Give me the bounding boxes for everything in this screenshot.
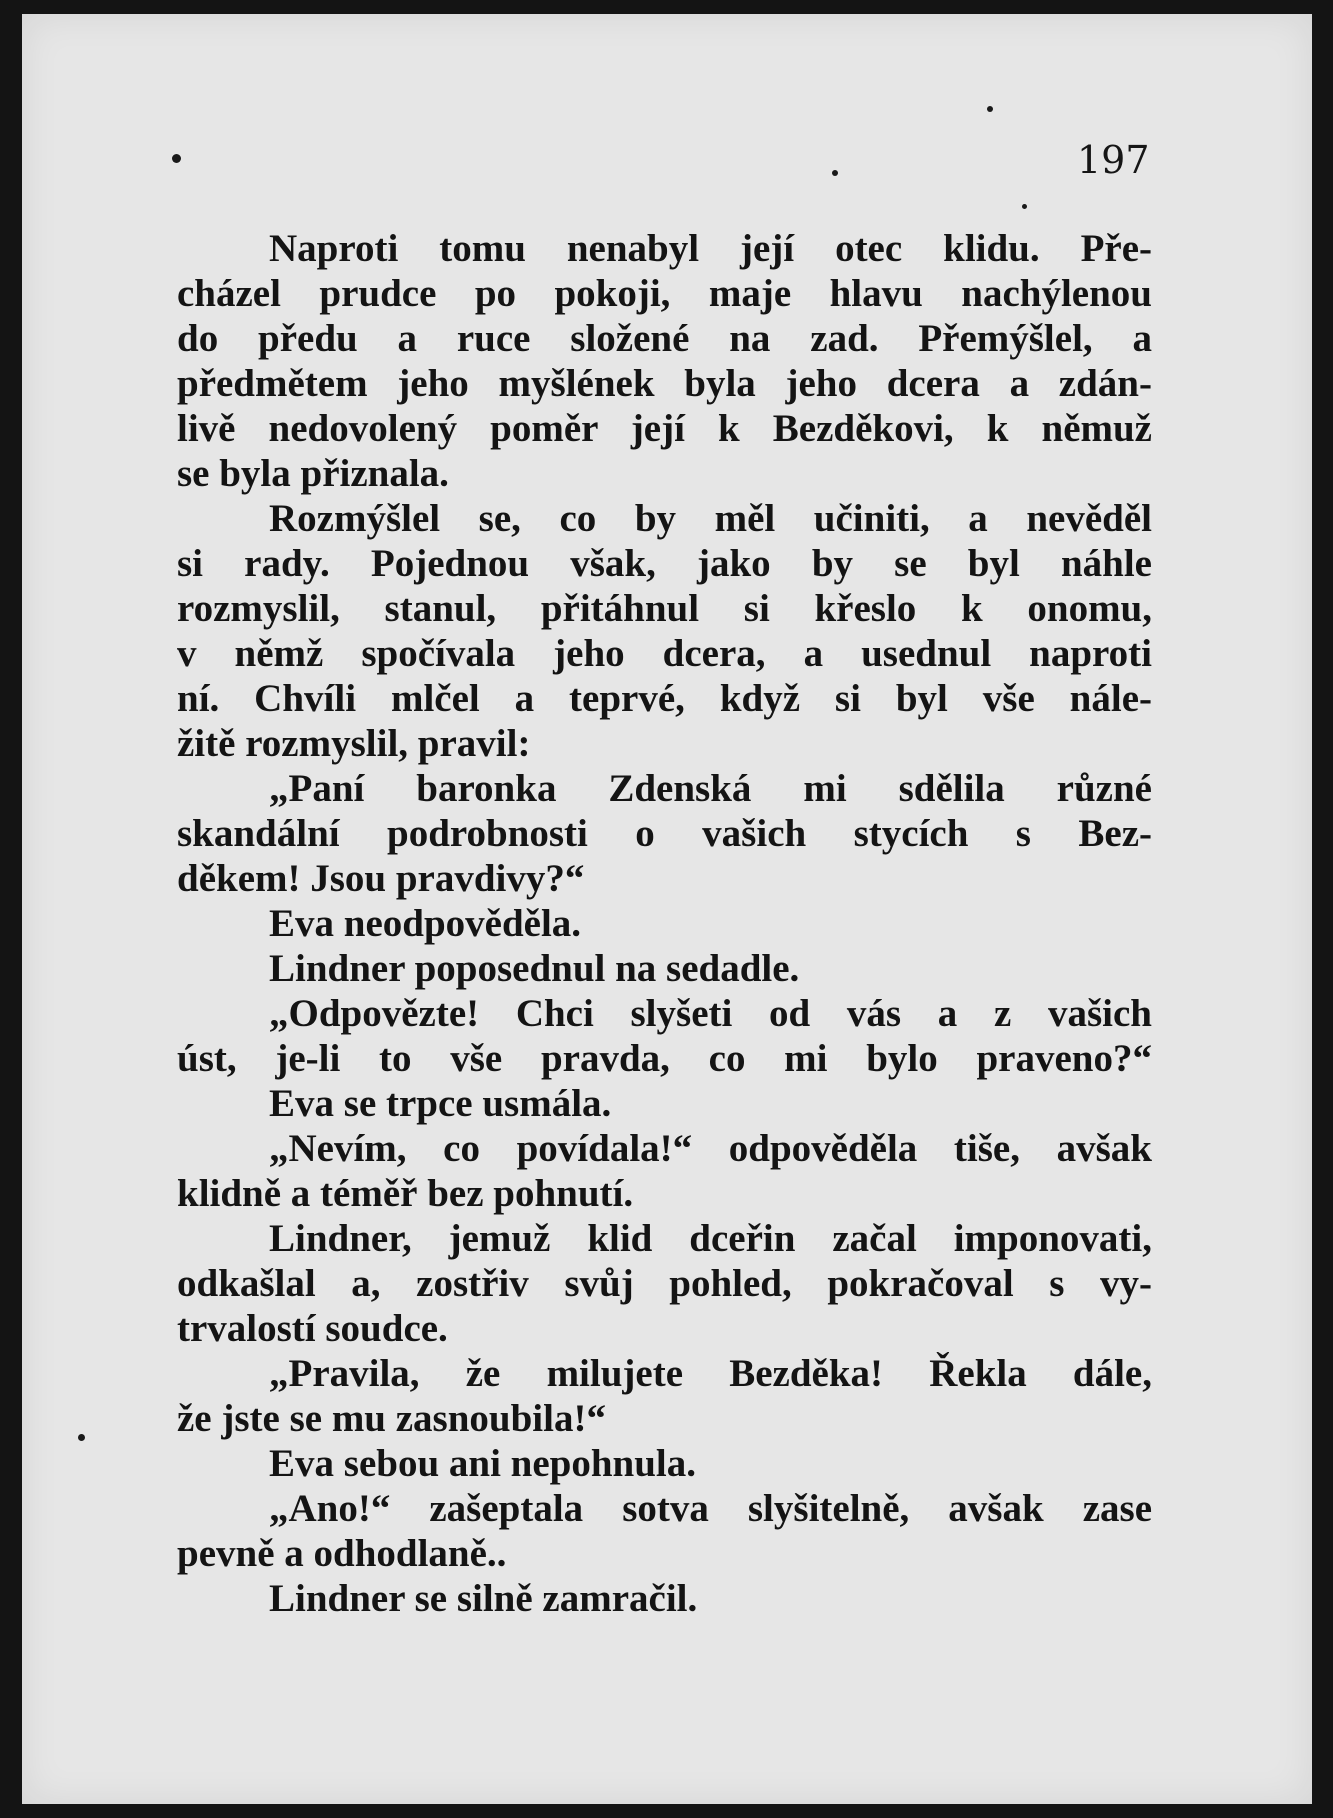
ink-speck <box>78 1434 85 1441</box>
text-line: „Pravila, že milujete Bezděka! Řekla dále, <box>269 1352 1152 1395</box>
ink-speck <box>987 106 993 112</box>
text-line: „Ano!“ zašeptala sotva slyšitelně, avšak zase <box>269 1487 1152 1530</box>
text-line: skandální podrobnosti o vašich stycích s Bez- <box>177 812 1152 855</box>
text-line: Lindner, jemuž klid dceřin začal imponovati, <box>269 1217 1152 1260</box>
text-line: trvalostí soudce. <box>177 1307 448 1350</box>
text-line: Rozmýšlel se, co by měl učiniti, a nevěděl <box>269 497 1152 540</box>
text-line: si rady. Pojednou však, jako by se byl náhle <box>177 542 1152 585</box>
book-page <box>22 14 1312 1804</box>
text-line: Eva se trpce usmála. <box>269 1082 612 1125</box>
text-line: cházel prudce po pokoji, maje hlavu nachýlenou <box>177 272 1152 315</box>
text-line: „Paní baronka Zdenská mi sdělila různé <box>269 767 1152 810</box>
ink-speck <box>832 170 838 176</box>
text-line: ní. Chvíli mlčel a teprvé, když si byl vše nále- <box>177 677 1152 720</box>
text-line: pevně a odhodlaně.. <box>177 1532 507 1575</box>
text-line: úst, je-li to vše pravda, co mi bylo praveno?“ <box>177 1037 1152 1080</box>
text-line: livě nedovolený poměr její k Bezděkovi, k němuž <box>177 407 1152 450</box>
text-line: v němž spočívala jeho dcera, a usednul naproti <box>177 632 1152 675</box>
body-text <box>177 226 1152 1621</box>
text-line: „Odpovězte! Chci slyšeti od vás a z vašich <box>269 992 1152 1035</box>
text-line: rozmyslil, stanul, přitáhnul si křeslo k onomu, <box>177 587 1152 630</box>
text-line: Naproti tomu nenabyl její otec klidu. Pře- <box>269 227 1152 270</box>
ink-speck <box>172 154 181 163</box>
text-line: klidně a téměř bez pohnutí. <box>177 1172 634 1215</box>
text-line: předmětem jeho myšlének byla jeho dcera a zdán- <box>177 362 1152 405</box>
text-line: děkem! Jsou pravdivy?“ <box>177 857 585 900</box>
text-line: „Nevím, co povídala!“ odpověděla tiše, avšak <box>269 1127 1152 1170</box>
text-line: odkašlal a, zostřiv svůj pohled, pokračoval s vy- <box>177 1262 1152 1305</box>
text-line: žitě rozmyslil, pravil: <box>177 722 531 765</box>
ink-speck <box>1022 204 1027 209</box>
text-line: do předu a ruce složené na zad. Přemýšlel, a <box>177 317 1152 360</box>
text-line: Eva neodpověděla. <box>269 902 582 945</box>
text-line: Lindner se silně zamračil. <box>269 1577 698 1620</box>
text-line: Eva sebou ani nepohnula. <box>269 1442 697 1485</box>
text-line: se byla přiznala. <box>177 452 449 495</box>
text-line: Lindner poposednul na sedadle. <box>269 947 800 990</box>
page-number: 197 <box>1077 138 1150 182</box>
text-line: že jste se mu zasnoubila!“ <box>177 1397 606 1440</box>
